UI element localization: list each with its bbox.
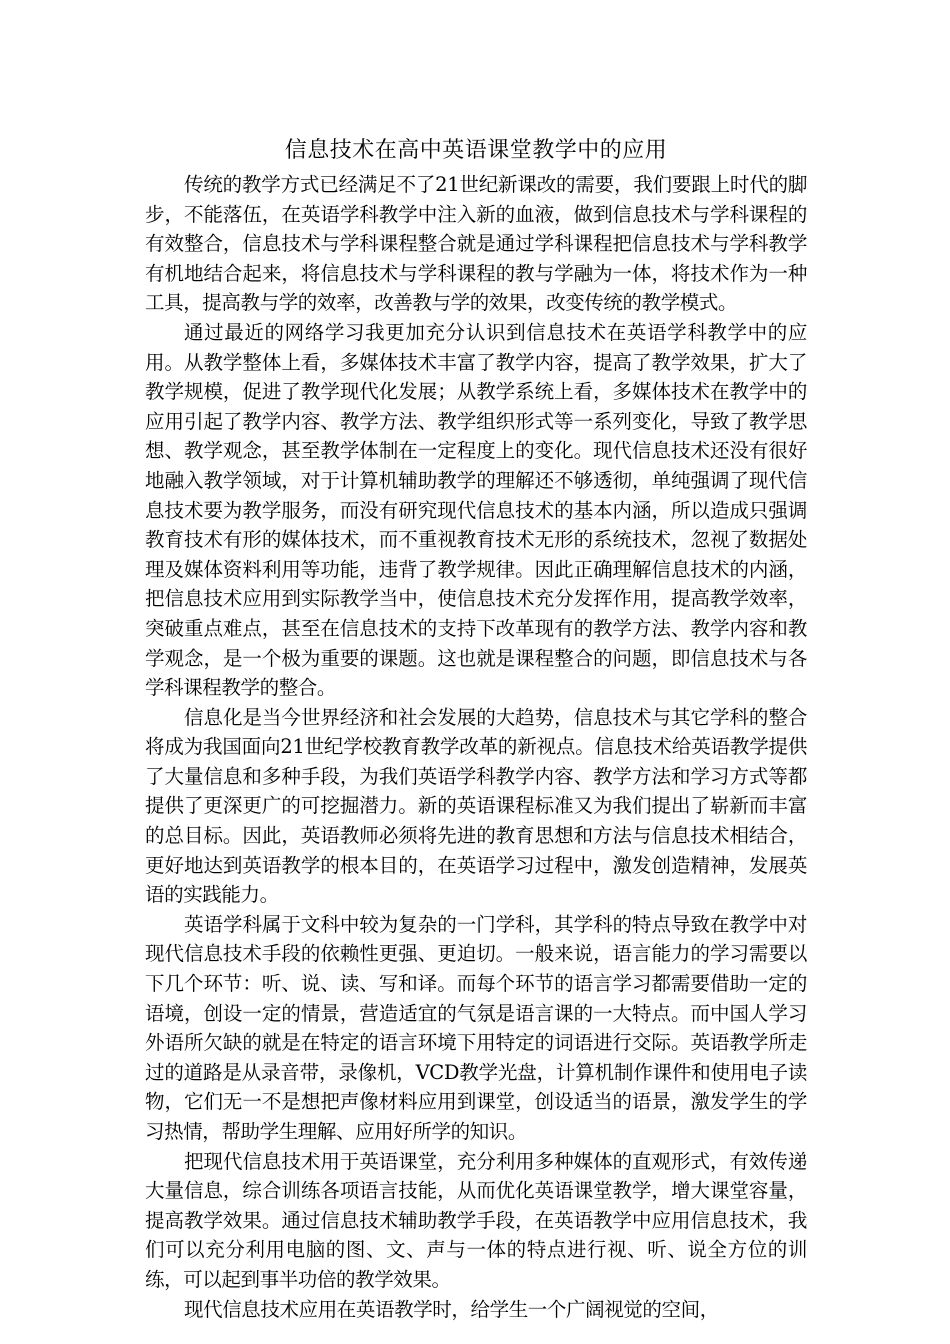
paragraph-1: 传统的教学方式已经满足不了21世纪新课改的需要，我们要跟上时代的脚步，不能落伍，在英语学科教学中注入新的血液，做到信息技术与学科课程的有效整合，信息技术与学科课程整合就是通过学科课程把信息技术与学科教学有机地结合起来，将信息技术与学科课程的教与学融为一体，将技术作为一种工具，提高教与学的效率，改善教与学的效果，改变传统的教学模式。 (145, 173, 807, 315)
paragraph-4: 英语学科属于文科中较为复杂的一门学科，其学科的特点导致在教学中对现代信息技术手段的依赖性更强、更迫切。一般来说，语言能力的学习需要以下几个环节：听、说、读、写和译。而每个环节的语言学习都需要借助一定的语境，创设一定的情景，营造适宜的气氛是语言课的一大特点。而中国人学习外语所欠缺的就是在特定的语言环境下用特定的词语进行交际。英语教学所走过的道路是从录音带，录像机，VCD教学光盘，计算机制作课件和使用电子读物，它们无一不是想把声像材料应用到课堂，创设适当的语景，激发学生的学习热情，帮助学生理解、应用好所学的知识。 (145, 912, 807, 1143)
document-title: 信息技术在高中英语课堂教学中的应用 (284, 138, 668, 163)
paragraph-2: 通过最近的网络学习我更加充分认识到信息技术在英语学科教学中的应用。从教学整体上看，多媒体技术丰富了教学内容，提高了教学效果，扩大了教学规模，促进了教学现代化发展；从教学系统上看，多媒体技术在教学中的应用引起了教学内容、教学方法、教学组织形式等一系列变化，导致了教学思想、教学观念，甚至教学体制在一定程度上的变化。现代信息技术还没有很好地融入教学领域，对于计算机辅助教学的理解还不够透彻，单纯强调了现代信息技术要为教学服务，而没有研究现代信息技术的基本内涵，所以造成只强调教育技术有形的媒体技术，而不重视教育技术无形的系统技术，忽视了数据处理及媒体资料利用等功能，违背了教学规律。因此正确理解信息技术的内涵，把信息技术应用到实际教学当中，使信息技术充分发挥作用，提高教学效率，突破重点难点，甚至在信息技术的支持下改革现有的教学方法、教学内容和教学观念，是一个极为重要的课题。这也就是课程整合的问题，即信息技术与各学科课程教学的整合。 (145, 320, 807, 700)
paragraph-6: 现代信息技术应用在英语教学时，给学生一个广阔视觉的空间， (184, 1297, 719, 1321)
paragraph-5: 把现代信息技术用于英语课堂，充分利用多种媒体的直观形式，有效传递大量信息，综合训练各项语言技能，从而优化英语课堂教学，增大课堂容量，提高教学效果。通过信息技术辅助教学手段，在英语教学中应用信息技术，我们可以充分利用电脑的图、文、声与一体的特点进行视、听、说全方位的训练，可以起到事半功倍的教学效果。 (145, 1149, 807, 1291)
paragraph-3: 信息化是当今世界经济和社会发展的大趋势，信息技术与其它学科的整合将成为我国面向21世纪学校教育教学改革的新视点。信息技术给英语教学提供了大量信息和多种手段，为我们英语学科教学内容、教学方法和学习方式等都提供了更深更广的可挖掘潜力。新的英语课程标准又为我们提出了崭新而丰富的总目标。因此，英语教师必须将先进的教育思想和方法与信息技术相结合，更好地达到英语教学的根本目的，在英语学习过程中，激发创造精神，发展英语的实践能力。 (145, 705, 807, 907)
document-page (145, 136, 807, 1324)
